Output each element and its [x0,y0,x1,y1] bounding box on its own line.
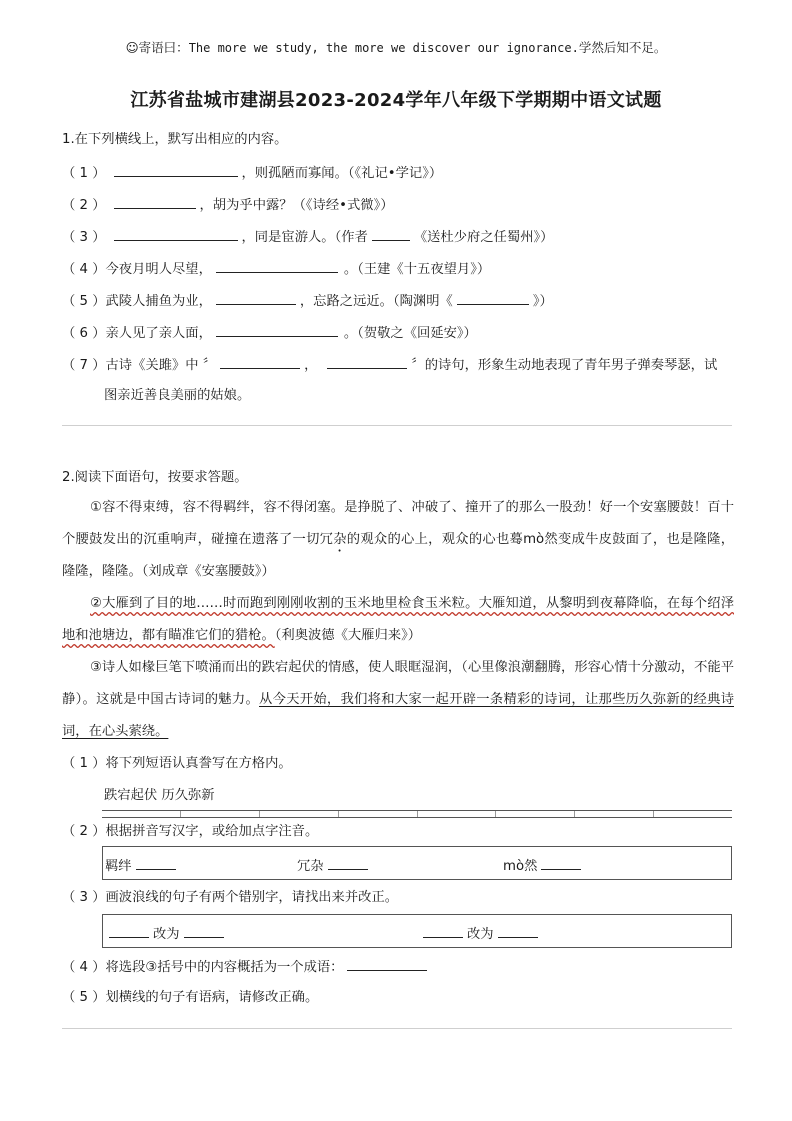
q1-item-3: （ 3 ） ，同是宦游人。（作者 《送杜少府之任蜀州》） [62,226,553,248]
answer-blank[interactable] [498,925,538,938]
correction-answer-box [102,914,732,948]
answer-blank[interactable] [347,956,427,971]
page-title: 江苏省盐城市建湖县2023-2024学年八年级下学期期中语文试题 [130,90,662,111]
motto-english: The more we study, the more we discover our ignorance. [188,41,579,55]
answer-blank[interactable] [114,162,238,177]
answer-blank[interactable] [136,857,176,870]
passage-1: ①容不得束缚，容不得羁绊，容不得闭塞。是挣脱了、冲破了、撞开了的那么一股劲！好一个安塞腰鼓！百十个腰鼓发出的沉重响声，碰撞在遗落了一切冗杂的观众的心上，观众的心也蓦mò然变成牛皮鼓面了，也是隆隆，隆隆，隆隆。（刘成章《安塞腰鼓》） [62,500,735,579]
q1-item-1: （ 1 ） ，则孤陋而寡闻。（《礼记•学记》） [62,162,442,184]
passage-2: ②大雁到了目的地……时而跑到刚刚收割的玉米地里检食玉米粒。大雁知道，从黎明到夜幕降临，在每个绍泽地和池塘边，都有瞄准它们的猎枪。（利奥波德《大雁归来》） [62,596,734,643]
pinyin-answer-box [102,846,732,880]
answer-blank[interactable] [220,354,300,369]
q2-sub-1: （ 1 ）将下列短语认真誊写在方格内。 [62,756,292,771]
correction-item-2: 改为 [423,923,538,942]
dotted-char: 杂 [333,532,347,547]
underlined-sentence: 从今天开始，我们将和大家一起开辟一条精彩的诗词，让那些历久弥新的经典诗词，在心头萦绕。 [62,692,734,739]
q1-item-4: （ 4 ）今夜月明人尽望， 。（王建《十五夜望月》） [62,258,490,280]
pinyin-item-3: mò然 [503,855,581,874]
divider [62,1028,732,1029]
pinyin-item-2: 冗杂 [297,855,368,874]
author-blank[interactable] [372,226,410,241]
q1-item-5: （ 5 ）武陵人捕鱼为业， ，忘路之远近。（陶渊明《 》） [62,290,553,312]
wavy-sentence: ②大雁到了目的地……时而跑到刚刚收割的玉米地里检食玉米粒。大雁知道，从黎明到夜幕降临，在每个绍泽地和池塘边，都有瞄准它们的猎枪。 [62,596,734,643]
answer-blank[interactable] [327,354,407,369]
q1-item-7-continued: 图亲近善良美丽的姑娘。 [104,388,251,403]
answer-blank[interactable] [328,857,368,870]
answer-blank[interactable] [114,226,238,241]
answer-blank[interactable] [114,194,196,209]
writing-grid[interactable] [102,810,732,818]
passage-3: ③诗人如椽巨笔下喷涌而出的跌宕起伏的情感，使人眼眶湿润，（心里像浪潮翻腾，形容心情十分激动，不能平静）。这就是中国古诗词的魅力。从今天开始，我们将和大家一起开辟一条精彩的诗词，让那些历久弥新的经典诗词，在心头萦绕。 [62,660,734,739]
answer-blank[interactable] [109,925,149,938]
motto-prefix: ☺寄语曰： [125,40,189,55]
copy-phrases: 跌宕起伏 历久弥新 [104,788,215,803]
divider [62,425,732,426]
correction-item-1: 改为 [109,923,224,942]
q2-sub-5: （ 5 ）划横线的句子有语病，请修改正确。 [62,990,319,1005]
answer-blank[interactable] [423,925,463,938]
q1-stem: 1.在下列横线上，默写出相应的内容。 [62,132,288,147]
q2-sub-4: （ 4 ）将选段③括号中的内容概括为一个成语： [62,956,427,978]
pinyin-item-1: 羁绊 [105,855,176,874]
q1-item-6: （ 6 ）亲人见了亲人面， 。（贺敬之《回延安》） [62,322,477,344]
title-blank[interactable] [457,290,529,305]
answer-blank[interactable] [216,290,296,305]
q1-item-7: （ 7 ）古诗《关雎》中 〞 ， 〞的诗句，形象生动地表现了青年男子弹奏琴瑟，试 [62,354,717,376]
q2-sub-2: （ 2 ）根据拼音写汉字，或给加点字注音。 [62,824,319,839]
answer-blank[interactable] [184,925,224,938]
q2-stem: 2.阅读下面语句，按要求答题。 [62,470,248,485]
answer-blank[interactable] [216,322,338,337]
q2-sub-3: （ 3 ）画波浪线的句子有两个错别字，请找出来并改正。 [62,890,399,905]
motto-suffix: 学然后知不足。 [578,40,667,55]
motto [0,38,792,56]
answer-blank[interactable] [541,857,581,870]
answer-blank[interactable] [216,258,338,273]
q1-item-2: （ 2 ） ，胡为乎中露？（《诗经•式微》） [62,194,394,216]
